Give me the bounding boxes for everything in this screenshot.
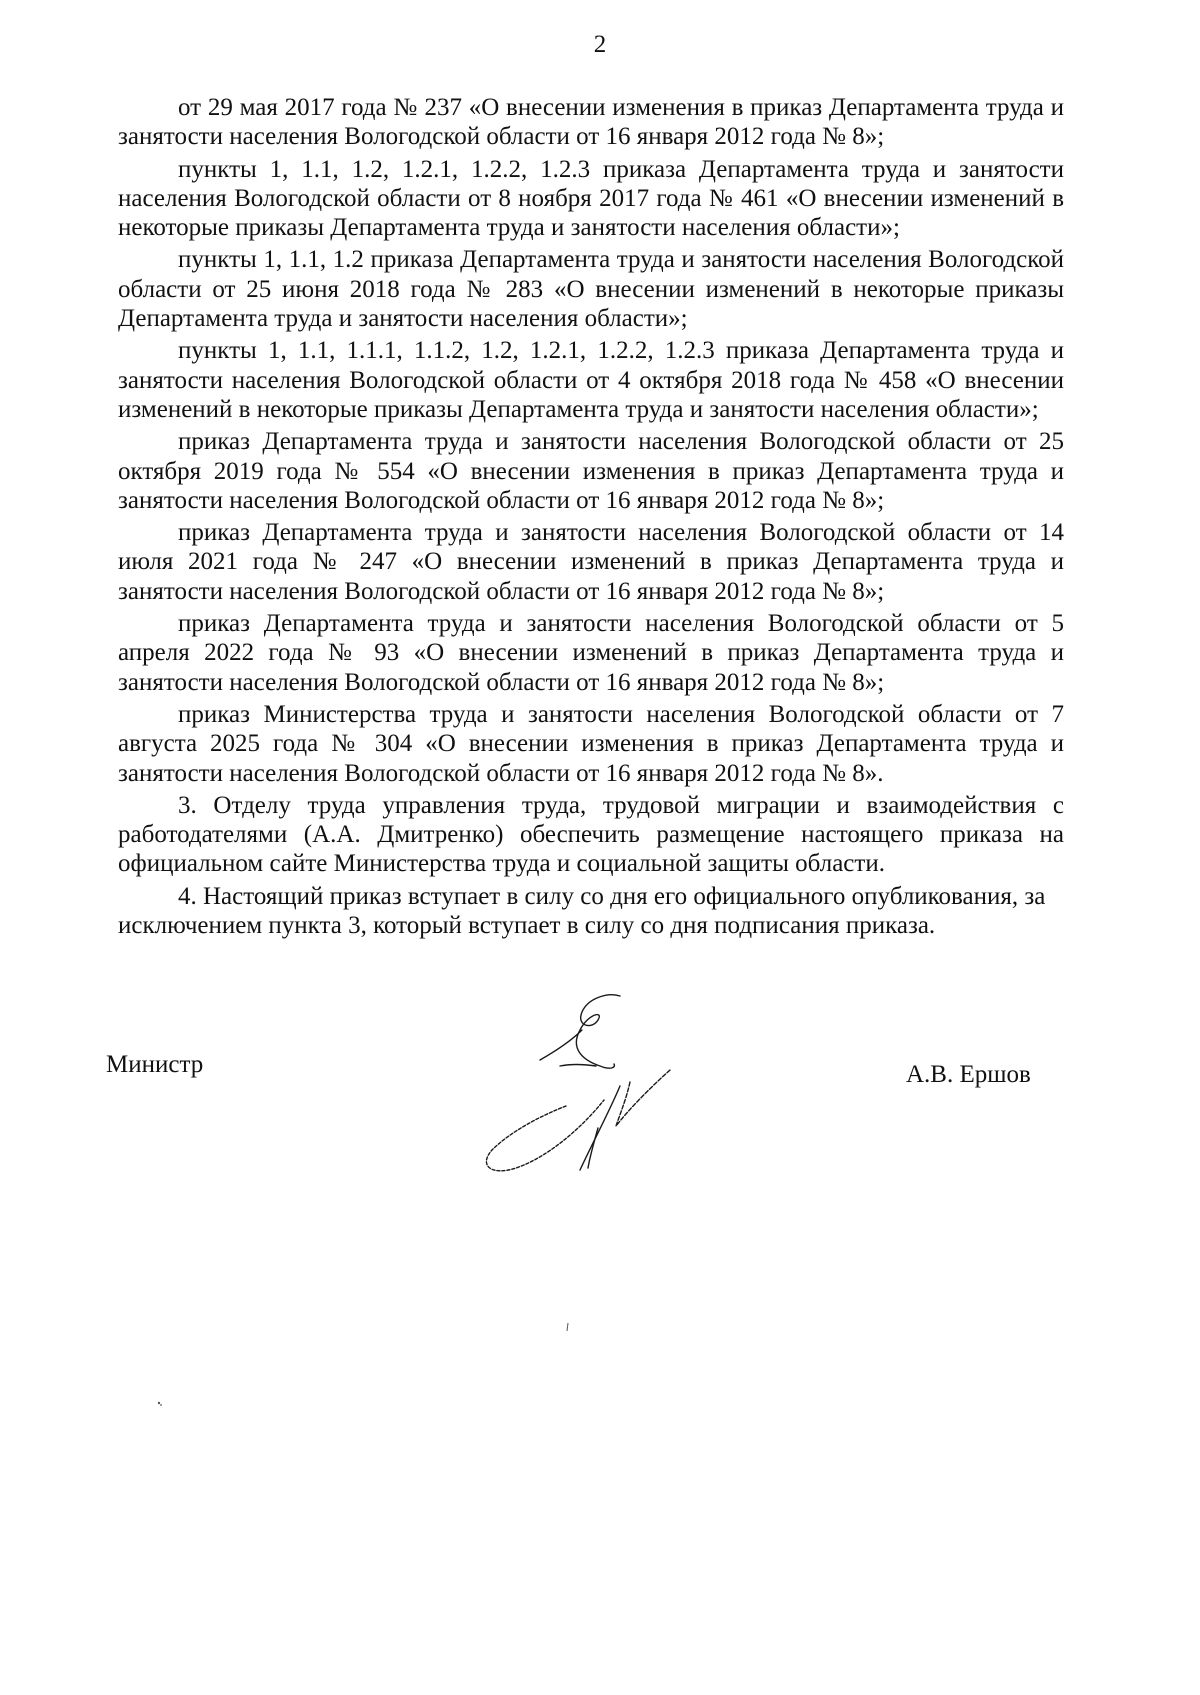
paragraph-item-4: 4. Настоящий приказ вступает в силу со дня его официального опубликования, за исключением пункта 3, который вступает в силу со дня подписания приказа. — [118, 882, 1046, 940]
scan-speck-icon — [156, 1400, 164, 1408]
document-body — [118, 93, 1064, 943]
paragraph-order-458: пункты 1, 1.1, 1.1.1, 1.1.2, 1.2, 1.2.1, 1.2.2, 1.2.3 приказа Департамента труда и занятости населения Вологодской области от 4 октября 2018 года № 458 «О внесении изменений в некоторые приказы Департамента труда и занятости населения области»; — [118, 337, 1064, 423]
page-number: 2 — [593, 31, 607, 58]
handwritten-signature-icon — [470, 990, 700, 1190]
signatory-name: А.В. Ершов — [906, 1061, 1031, 1088]
paragraph-order-237: от 29 мая 2017 года № 237 «О внесении изменения в приказ Департамента труда и занятости населения Вологодской области от 16 января 2012 года № 8»; — [118, 94, 1064, 151]
paragraph-order-247: приказ Департамента труда и занятости населения Вологодской области от 14 июля 2021 года № 247 «О внесении изменений в приказ Департамента труда и занятости населения Вологодской области от 16 января 2012 года № 8»; — [118, 519, 1064, 605]
paragraph-order-304: приказ Министерства труда и занятости населения Вологодской области от 7 августа 2025 года № 304 «О внесении изменения в приказ Департамента труда и занятости населения Вологодской области от 16 января 2012 года № 8». — [118, 700, 1064, 787]
scan-speck-icon — [565, 1322, 571, 1332]
paragraph-order-283: пункты 1, 1.1, 1.2 приказа Департамента труда и занятости населения Вологодской области от 25 июня 2018 года № 283 «О внесении изменений в некоторые приказы Департамента труда и занятости населения области»; — [118, 246, 1064, 333]
paragraph-order-93: приказ Департамента труда и занятости населения Вологодской области от 5 апреля 2022 года № 93 «О внесении изменений в приказ Департамента труда и занятости населения Вологодской области от 16 января 2012 года № 8»; — [118, 610, 1064, 696]
paragraph-order-461: пункты 1, 1.1, 1.2, 1.2.1, 1.2.2, 1.2.3 приказа Департамента труда и занятости населения Вологодской области от 8 ноября 2017 года № 461 «О внесении изменений в некоторые приказы Департамента труда и занятости населения области»; — [118, 155, 1064, 242]
signatory-position: Министр — [106, 1051, 204, 1078]
signature-block — [0, 1030, 1200, 1210]
paragraph-item-3: 3. Отделу труда управления труда, трудовой миграции и взаимодействия с работодателями (А.А. Дмитренко) обеспечить размещение настоящего приказа на официальном сайте Министерства труда и социальной защиты области. — [118, 791, 1064, 878]
paragraph-order-554: приказ Департамента труда и занятости населения Вологодской области от 25 октября 2019 года № 554 «О внесении изменения в приказ Департамента труда и занятости населения Вологодской области от 16 января 2012 года № 8»; — [118, 428, 1064, 514]
